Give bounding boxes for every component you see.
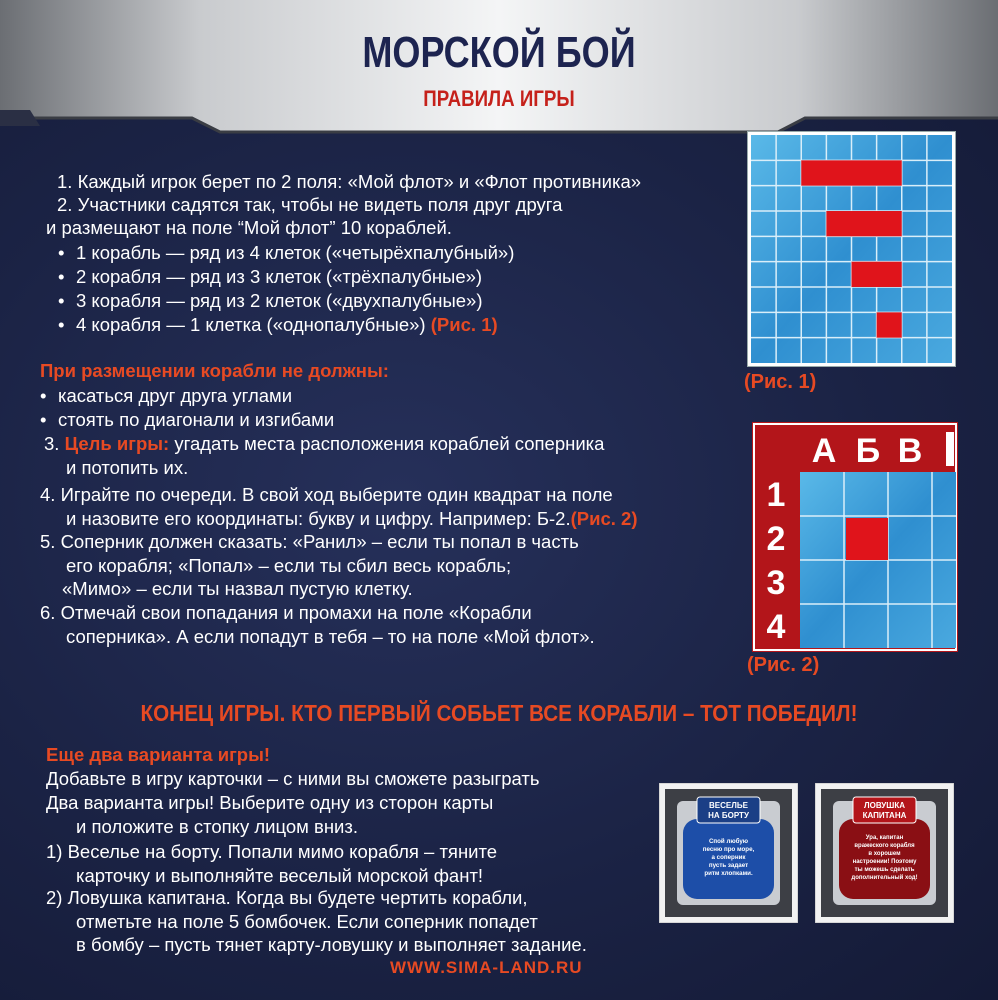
page-subtitle: ПРАВИЛА ИГРЫ: [423, 86, 575, 111]
card-2-text: настроении! Поэтому: [852, 859, 917, 865]
card-1-text: а соперник: [711, 854, 746, 861]
card-2-art: [815, 783, 954, 923]
card-2-text: Ура, капитан: [865, 835, 904, 841]
variants-line-3: и положите в стопку лицом вниз.: [76, 816, 359, 837]
fig2-ref: (Рис. 2): [570, 508, 638, 529]
forbid-item-2: • стоять по диагонали и изгибами: [40, 409, 335, 430]
fig2-col-label: А: [811, 432, 837, 470]
card-2-text: в хорошем: [868, 851, 901, 857]
fig1-caption: (Рис. 1): [744, 371, 817, 393]
ship: [801, 160, 902, 185]
bullet-icon: •: [40, 409, 47, 430]
bullet-icon: •: [40, 385, 47, 406]
card-2-title: ЛОВУШКА: [864, 801, 905, 810]
fig2-col-label: Б: [855, 432, 881, 470]
card-1-text: Спой любую: [708, 838, 749, 845]
figure-2-grid: [752, 422, 958, 652]
card-captain-trap: [815, 783, 954, 923]
fig2-col-label: В: [897, 432, 923, 470]
card-1-art: [659, 783, 798, 923]
rule-2-line-2: и размещают на поле “Мой флот” 10 кораблей.: [46, 217, 452, 238]
card-2-title: КАПИТАНА: [862, 811, 907, 820]
variant-1-line-2: карточку и выполняйте веселый морской фант!: [76, 865, 484, 886]
variants-title: Еще два варианта игры!: [46, 744, 271, 765]
variant-1-line-1: 1) Веселье на борту. Попали мимо корабля – тяните: [46, 841, 498, 862]
card-2-text: дополнительный ход!: [851, 875, 918, 881]
ship-item-2: • 2 корабля — ряд из 3 клеток («трёхпалубные»): [58, 266, 483, 287]
figure-1-grid: [748, 132, 955, 366]
card-1-title: ВЕСЕЛЬЕ: [709, 801, 748, 810]
rule-3-cont: и потопить их.: [66, 457, 189, 478]
fig2-row-label: 4: [766, 608, 786, 646]
forbid-title: При размещении корабли не должны:: [40, 360, 389, 381]
card-2-text: вражеского корабля: [854, 843, 915, 849]
fig2-row-label: 2: [766, 520, 786, 558]
fig2-row-label: 3: [766, 564, 786, 602]
ship: [877, 312, 902, 337]
rule-6-line-1: 6. Отмечай свои попадания и промахи на поле «Корабли: [40, 602, 532, 623]
rule-3-label: Цель игры:: [64, 433, 170, 454]
rule-3: 3. Цель игры: угадать места расположения кораблей соперника: [44, 433, 605, 454]
fig1-board: [748, 132, 955, 366]
fig2-cut-letter: [946, 432, 954, 466]
bullet-icon: •: [58, 266, 65, 287]
fig1-ref: (Рис. 1): [430, 314, 498, 335]
variant-2-line-3: в бомбу – пусть тянет карту-ловушку и выполняет задание.: [76, 934, 587, 955]
card-1-text: пусть задает: [708, 862, 749, 869]
variant-2-line-1: 2) Ловушка капитана. Когда вы будете чертить корабли,: [46, 887, 528, 908]
bullet-icon: •: [58, 242, 65, 263]
ship-item-4: • 4 корабля — 1 клетка («однопалубные») (Рис. 1): [58, 314, 498, 335]
fig2-board: [752, 422, 958, 652]
bullet-icon: •: [58, 314, 65, 335]
card-2-text: ты можешь сделать: [854, 867, 915, 873]
ship-item-3: • 3 корабля — ряд из 2 клеток («двухпалубные»): [58, 290, 483, 311]
rule-5-line-1: 5. Соперник должен сказать: «Ранил» – если ты попал в часть: [40, 531, 579, 552]
ship-item-1: • 1 корабль — ряд из 4 клеток («четырёхпалубный»): [58, 242, 515, 263]
rule-5-line-3: «Мимо» – если ты назвал пустую клетку.: [62, 578, 413, 599]
bullet-icon: •: [58, 290, 65, 311]
game-end-line: КОНЕЦ ИГРЫ. КТО ПЕРВЫЙ СОБЬЕТ ВСЕ КОРАБЛИ – ТОТ ПОБЕДИЛ!: [140, 700, 858, 726]
fig2-hit-cell: [846, 518, 888, 560]
card-1-title: НА БОРТУ: [708, 811, 749, 820]
variant-2-line-2: отметьте на поле 5 бомбочек. Если соперник попадет: [76, 911, 538, 932]
card-1-text: ритм хлопками.: [704, 870, 753, 877]
variants-line-2: Два варианта игры! Выберите одну из сторон карты: [46, 792, 494, 813]
variants-line-1: Добавьте в игру карточки – с ними вы сможете разыграть: [46, 768, 540, 789]
rule-6-line-2: соперника». А если попадут в тебя – то на поле «Мой флот».: [66, 626, 595, 647]
rule-4-line-2: и назовите его координаты: букву и цифру. Например: Б-2.(Рис. 2): [66, 508, 638, 529]
website-link[interactable]: WWW.SIMA-LAND.RU: [390, 958, 583, 977]
fig2-row-label: 1: [766, 476, 786, 514]
rule-1: 1. Каждый игрок берет по 2 поля: «Мой флот» и «Флот противника»: [57, 171, 642, 192]
card-fun-on-board: [659, 783, 798, 923]
fig2-caption: (Рис. 2): [747, 654, 820, 676]
rule-2-line-1: 2. Участники садятся так, чтобы не видеть поля друг друга: [57, 194, 563, 215]
card-1-text: песню про море,: [702, 846, 755, 853]
rule-5-line-2: его корабля; «Попал» – если ты сбил весь корабль;: [66, 555, 512, 576]
ship: [852, 262, 902, 287]
rule-4-line-1: 4. Играйте по очереди. В свой ход выберите один квадрат на поле: [40, 484, 613, 505]
page-title: МОРСКОЙ БОЙ: [362, 28, 636, 77]
forbid-item-1: • касаться друг друга углами: [40, 385, 293, 406]
ship: [826, 211, 901, 236]
header: [0, 0, 998, 140]
